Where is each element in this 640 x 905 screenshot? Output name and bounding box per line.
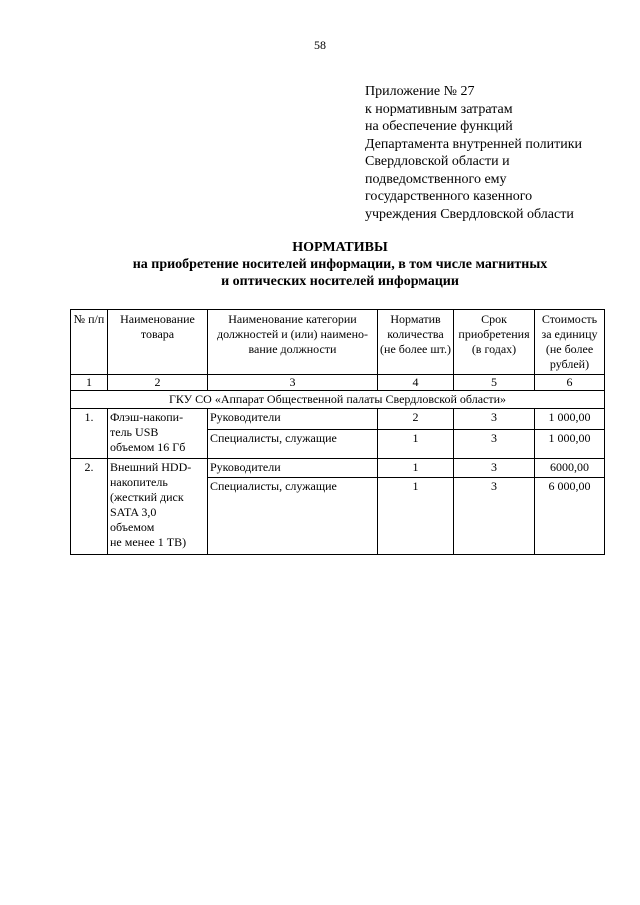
- item-number: 2.: [71, 459, 108, 555]
- term-value: 3: [454, 478, 535, 555]
- quantity-value: 1: [378, 478, 454, 555]
- item-number: 1.: [71, 409, 108, 459]
- appendix-line: Департамента внутренней политики: [365, 136, 583, 152]
- title-line-1: НОРМАТИВЫ: [292, 240, 388, 255]
- position-name: Руководители: [208, 459, 378, 478]
- price-value: 6000,00: [535, 459, 605, 478]
- appendix-line: Свердловской области и: [365, 154, 510, 169]
- table-row: [71, 459, 605, 478]
- appendix-line: учреждения Свердловской области: [365, 206, 574, 222]
- column-number: 1: [71, 375, 108, 391]
- term-value: 3: [454, 459, 535, 478]
- product-name: Флэш-накопи- тель USB объемом 16 Гб: [108, 409, 208, 459]
- column-number: 5: [454, 375, 535, 391]
- header-position: Наименование категории должностей и (или) наимено-вание должности: [208, 310, 378, 375]
- document-title: [40, 239, 640, 290]
- price-value: 6 000,00: [535, 478, 605, 555]
- column-number: 4: [378, 375, 454, 391]
- quantity-value: 2: [378, 409, 454, 430]
- page-number: 58: [314, 38, 326, 52]
- position-name: Специалисты, служащие: [208, 478, 378, 555]
- column-number-row: [71, 375, 605, 391]
- appendix-line: государственного казенного: [365, 189, 533, 204]
- appendix-line: подведомственного ему: [365, 171, 507, 187]
- header-num: № п/п: [71, 310, 108, 375]
- column-number: 6: [535, 375, 605, 391]
- title-line-2: на приобретение носителей информации, в том числе магнитных: [132, 257, 548, 272]
- price-value: 1 000,00: [535, 409, 605, 430]
- organization-row: [71, 391, 605, 409]
- price-value: 1 000,00: [535, 430, 605, 459]
- appendix-line: к нормативным затратам: [365, 101, 513, 117]
- appendix-line: Приложение № 27: [365, 84, 475, 99]
- position-name: Руководители: [208, 409, 378, 430]
- header-row: [71, 310, 605, 375]
- appendix-block: [365, 83, 625, 223]
- header-price: Стоимость за единицу (не более рублей): [535, 310, 605, 375]
- term-value: 3: [454, 409, 535, 430]
- title-line-3: и оптических носителей информации: [221, 274, 459, 289]
- appendix-line: на обеспечение функций: [365, 119, 513, 134]
- table-row: [71, 409, 605, 430]
- organization-name: ГКУ СО «Аппарат Общественной палаты Свердловской области»: [71, 391, 605, 409]
- term-value: 3: [454, 430, 535, 459]
- quantity-value: 1: [378, 430, 454, 459]
- column-number: 3: [208, 375, 378, 391]
- header-product: Наименование товара: [108, 310, 208, 375]
- position-name: Специалисты, служащие: [208, 430, 378, 459]
- norms-table: [70, 309, 605, 555]
- product-name: Внешний HDD- накопитель (жесткий диск SATA 3,0 объемом не менее 1 ТВ): [108, 459, 208, 555]
- quantity-value: 1: [378, 459, 454, 478]
- header-quantity: Норматив количества (не более шт.): [378, 310, 454, 375]
- header-term: Срок приобретения (в годах): [454, 310, 535, 375]
- column-number: 2: [108, 375, 208, 391]
